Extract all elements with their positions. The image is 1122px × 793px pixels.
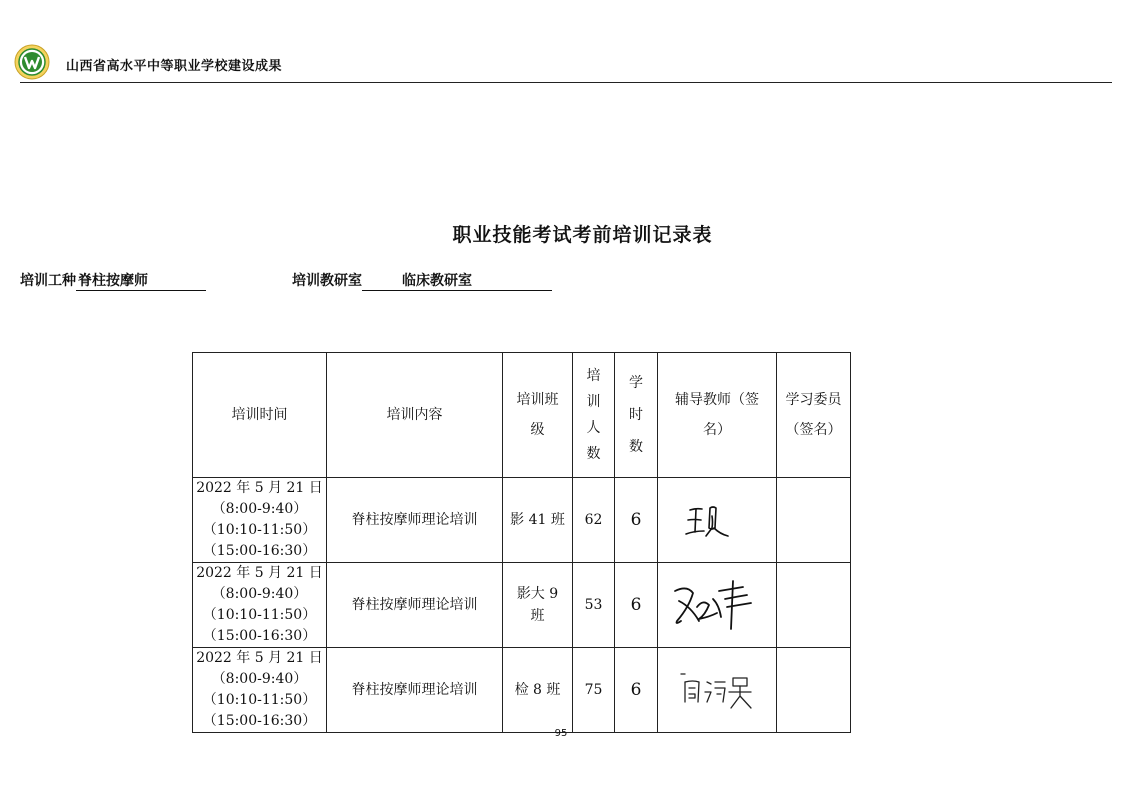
time-date: 2022 年 5 月 21 日	[196, 650, 323, 666]
cell-monitor-signature	[777, 478, 851, 563]
time-slot: （10:10-11:50）	[202, 692, 317, 708]
time-slot: （10:10-11:50）	[202, 522, 317, 538]
header-teacher-signature	[658, 353, 777, 478]
handwritten-signature-3	[677, 668, 757, 712]
cell-teacher-signature	[658, 648, 777, 733]
cell-hours: 6	[615, 478, 658, 563]
training-record-table	[192, 352, 851, 733]
time-date: 2022 年 5 月 21 日	[196, 480, 323, 496]
cell-teacher-signature	[658, 563, 777, 648]
table-row	[193, 478, 851, 563]
header-training-count-text: 培训人数	[586, 368, 601, 462]
department-value: 临床教研室	[362, 270, 552, 291]
cell-count: 62	[573, 478, 615, 563]
header-training-class	[503, 353, 573, 478]
header-monitor-signature	[777, 353, 851, 478]
table-row	[193, 563, 851, 648]
header-hours	[615, 353, 658, 478]
training-type-value: 脊柱按摩师	[76, 270, 206, 291]
cell-class: 影 41 班	[503, 478, 573, 563]
handwritten-signature-1	[682, 498, 752, 542]
table-header-row	[193, 353, 851, 478]
header-training-content: 培训内容	[327, 353, 503, 478]
page-header	[12, 42, 1104, 84]
department-field	[292, 270, 552, 291]
training-type-label: 培训工种	[20, 273, 76, 289]
table-row	[193, 648, 851, 733]
cell-count: 53	[573, 563, 615, 648]
cell-training-time	[193, 648, 327, 733]
page-number: 95	[554, 728, 568, 739]
header-divider	[20, 82, 1112, 83]
header-training-time: 培训时间	[193, 353, 327, 478]
cell-monitor-signature	[777, 563, 851, 648]
header-teacher-signature-text: 辅导教师（签名）	[675, 392, 759, 438]
time-slot: （8:00-9:40）	[211, 586, 308, 602]
document-title: 职业技能考试考前培训记录表	[452, 224, 713, 246]
school-emblem-icon	[14, 44, 50, 80]
header-training-class-text: 培训班级	[516, 392, 559, 438]
time-slot: （8:00-9:40）	[211, 671, 308, 687]
cell-class	[503, 563, 573, 648]
time-date: 2022 年 5 月 21 日	[196, 565, 323, 581]
training-type-field	[20, 270, 206, 291]
time-slot: （8:00-9:40）	[211, 501, 308, 517]
cell-training-time	[193, 478, 327, 563]
cell-content: 脊柱按摩师理论培训	[327, 648, 503, 733]
time-slot: （15:00-16:30）	[202, 543, 317, 559]
cell-count: 75	[573, 648, 615, 733]
department-label: 培训教研室	[292, 273, 362, 289]
cell-class-text: 影大 9 班	[516, 586, 559, 624]
cell-hours: 6	[615, 648, 658, 733]
time-slot: （10:10-11:50）	[202, 607, 317, 623]
cell-teacher-signature	[658, 478, 777, 563]
cell-hours: 6	[615, 563, 658, 648]
cell-class: 检 8 班	[503, 648, 573, 733]
cell-content: 脊柱按摩师理论培训	[327, 478, 503, 563]
header-hours-text: 学时数	[629, 375, 643, 455]
time-slot: （15:00-16:30）	[202, 713, 317, 729]
cell-monitor-signature	[777, 648, 851, 733]
cell-content: 脊柱按摩师理论培训	[327, 563, 503, 648]
header-monitor-signature-text: 学习委员（签名）	[785, 392, 842, 438]
cell-training-time	[193, 563, 327, 648]
time-slot: （15:00-16:30）	[202, 628, 317, 644]
header-org-name: 山西省高水平中等职业学校建设成果	[66, 59, 283, 74]
handwritten-signature-2	[669, 577, 765, 633]
header-training-count	[573, 353, 615, 478]
